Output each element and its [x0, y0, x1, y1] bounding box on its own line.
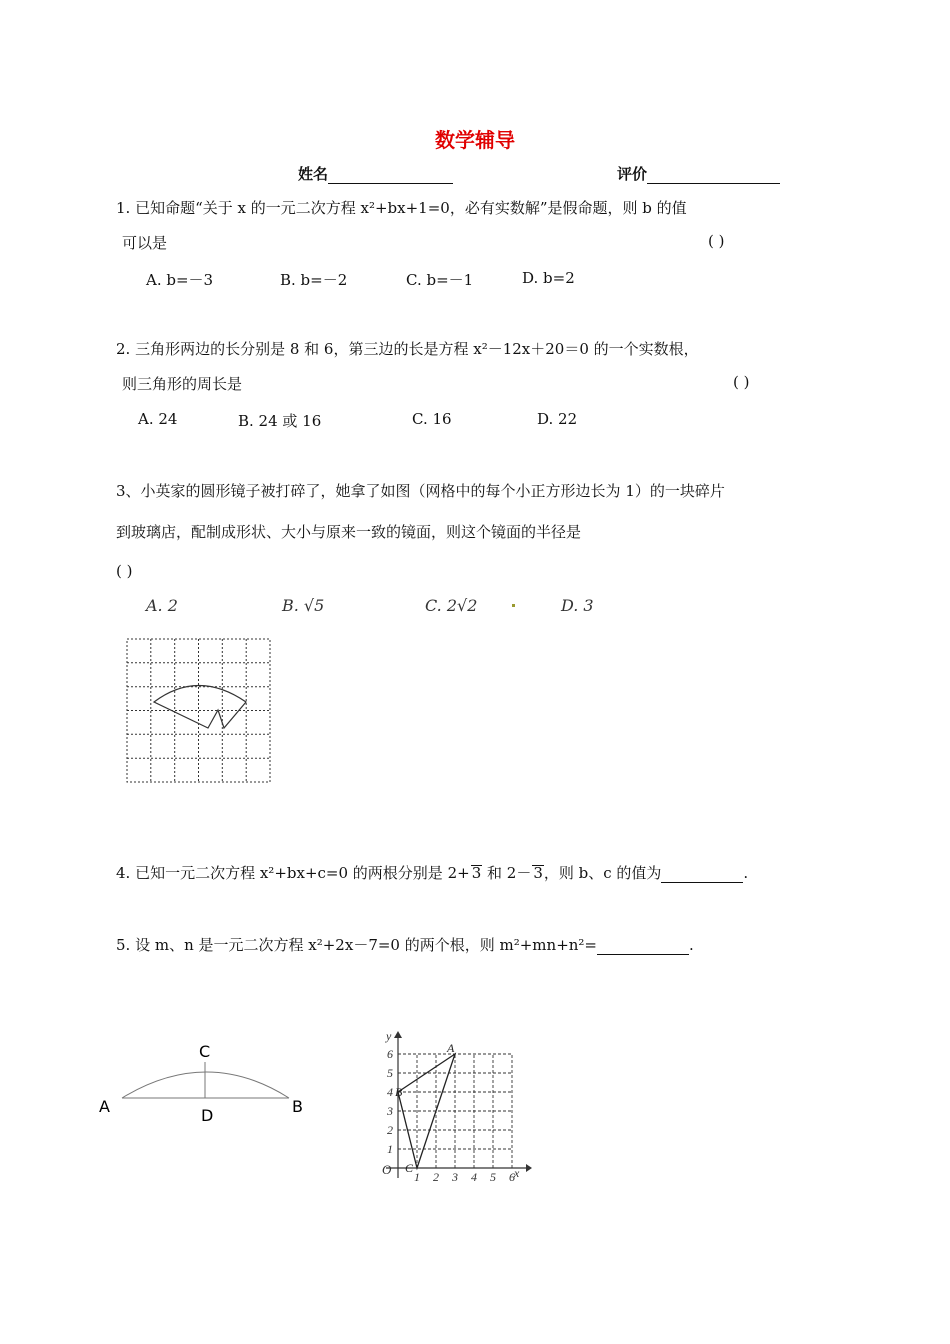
x-axis-label: x	[514, 1166, 520, 1180]
q2-option-b[interactable]: B. 24 或 16	[238, 412, 322, 430]
q2-text-line2: 则三角形的周长是	[122, 375, 243, 393]
mirror-fragment-grid	[126, 638, 272, 784]
label-b: B	[292, 1097, 303, 1116]
q4-end: .	[743, 864, 749, 882]
y-tick-label: 4	[387, 1085, 393, 1099]
q1-option-b[interactable]: B. b=－2	[280, 271, 348, 289]
q4-root2: 3	[533, 864, 543, 882]
q3-answer-paren: ( )	[116, 562, 133, 580]
name-blank[interactable]	[328, 167, 453, 184]
mirror-fragment-shape	[154, 686, 246, 729]
arc-diagram	[95, 1036, 320, 1131]
triangle-abc	[398, 1054, 455, 1168]
q3-text-line2: 到玻璃店，配制成形状、大小与原来一致的镜面，则这个镜面的半径是	[116, 523, 582, 541]
x-tick-label: 2	[433, 1170, 439, 1184]
q4-text	[116, 862, 748, 883]
q2-text-line1: 2. 三角形两边的长分别是 8 和 6，第三边的长是方程 x²－12x＋20＝0 的一个实数根，	[116, 340, 699, 358]
q5-body: 5. 设 m、n 是一元二次方程 x²+2x－7=0 的两个根，则 m²+mn+n²=	[116, 936, 598, 954]
q3-option-b[interactable]: B. √5	[282, 596, 325, 615]
q1-option-a[interactable]: A. b=－3	[146, 271, 214, 289]
q4-mid: 和 2－	[482, 864, 532, 882]
x-tick-label: 5	[490, 1170, 496, 1184]
q4-suffix: ，则 b、c 的值为	[543, 864, 662, 882]
y-tick-label: 6	[387, 1047, 393, 1061]
name-label: 姓名	[298, 165, 329, 183]
x-tick-label: 3	[452, 1170, 458, 1184]
q4-prefix: 4. 已知一元二次方程 x²+bx+c=0 的两根分别是 2+	[116, 864, 470, 882]
q5-answer-blank[interactable]	[597, 938, 689, 955]
evaluation-blank[interactable]	[647, 167, 780, 184]
y-tick-label: 5	[387, 1066, 393, 1080]
label-c: C	[199, 1042, 211, 1061]
point-label-b: B	[395, 1085, 403, 1099]
point-label-a: A	[447, 1041, 455, 1055]
q1-text-line2: 可以是	[122, 234, 168, 252]
x-tick-label: 6	[509, 1170, 515, 1184]
y-tick-label: 1	[387, 1142, 393, 1156]
q3-text-line1: 3、小英家的圆形镜子被打碎了，她拿了如图（网格中的每个小正方形边长为 1）的一块碎片	[116, 482, 725, 500]
y-axis-label: y	[386, 1029, 392, 1043]
q5-end: .	[689, 936, 694, 954]
q2-option-d[interactable]: D. 22	[537, 410, 578, 428]
evaluation-label: 评价	[617, 165, 648, 183]
q5-text	[116, 934, 694, 955]
origin-label: O	[382, 1162, 392, 1177]
q2-answer-paren: ( )	[733, 373, 750, 391]
q3-option-a[interactable]: A. 2	[146, 596, 178, 615]
q4-root1: 3	[471, 864, 482, 882]
label-a: A	[99, 1097, 110, 1116]
coordinate-diagram	[366, 1028, 536, 1198]
point-label-c: C	[405, 1161, 414, 1175]
q3-option-c[interactable]: C. 2√2	[425, 596, 478, 615]
q1-text-line1: 1. 已知命题“关于 x 的一元二次方程 x²+bx+1=0，必有实数解”是假命题，则 b 的值	[116, 199, 687, 217]
q2-option-c[interactable]: C. 16	[412, 410, 452, 428]
label-d: D	[201, 1106, 214, 1125]
q3-option-d[interactable]: D. 3	[561, 596, 594, 615]
x-tick-label: 4	[471, 1170, 477, 1184]
q2-option-a[interactable]: A. 24	[138, 410, 178, 428]
y-tick-label: 3	[387, 1104, 393, 1118]
q4-answer-blank[interactable]	[661, 866, 743, 883]
q1-answer-paren: ( )	[708, 232, 725, 250]
q1-option-d[interactable]: D. b=2	[522, 269, 575, 287]
evaluation-field	[617, 163, 780, 184]
page-title: 数学辅导	[435, 128, 515, 152]
stray-dot	[512, 604, 515, 607]
x-tick-label: 1	[414, 1170, 420, 1184]
name-field	[298, 163, 453, 184]
q1-option-c[interactable]: C. b=－1	[406, 271, 474, 289]
y-tick-label: 2	[387, 1123, 393, 1137]
